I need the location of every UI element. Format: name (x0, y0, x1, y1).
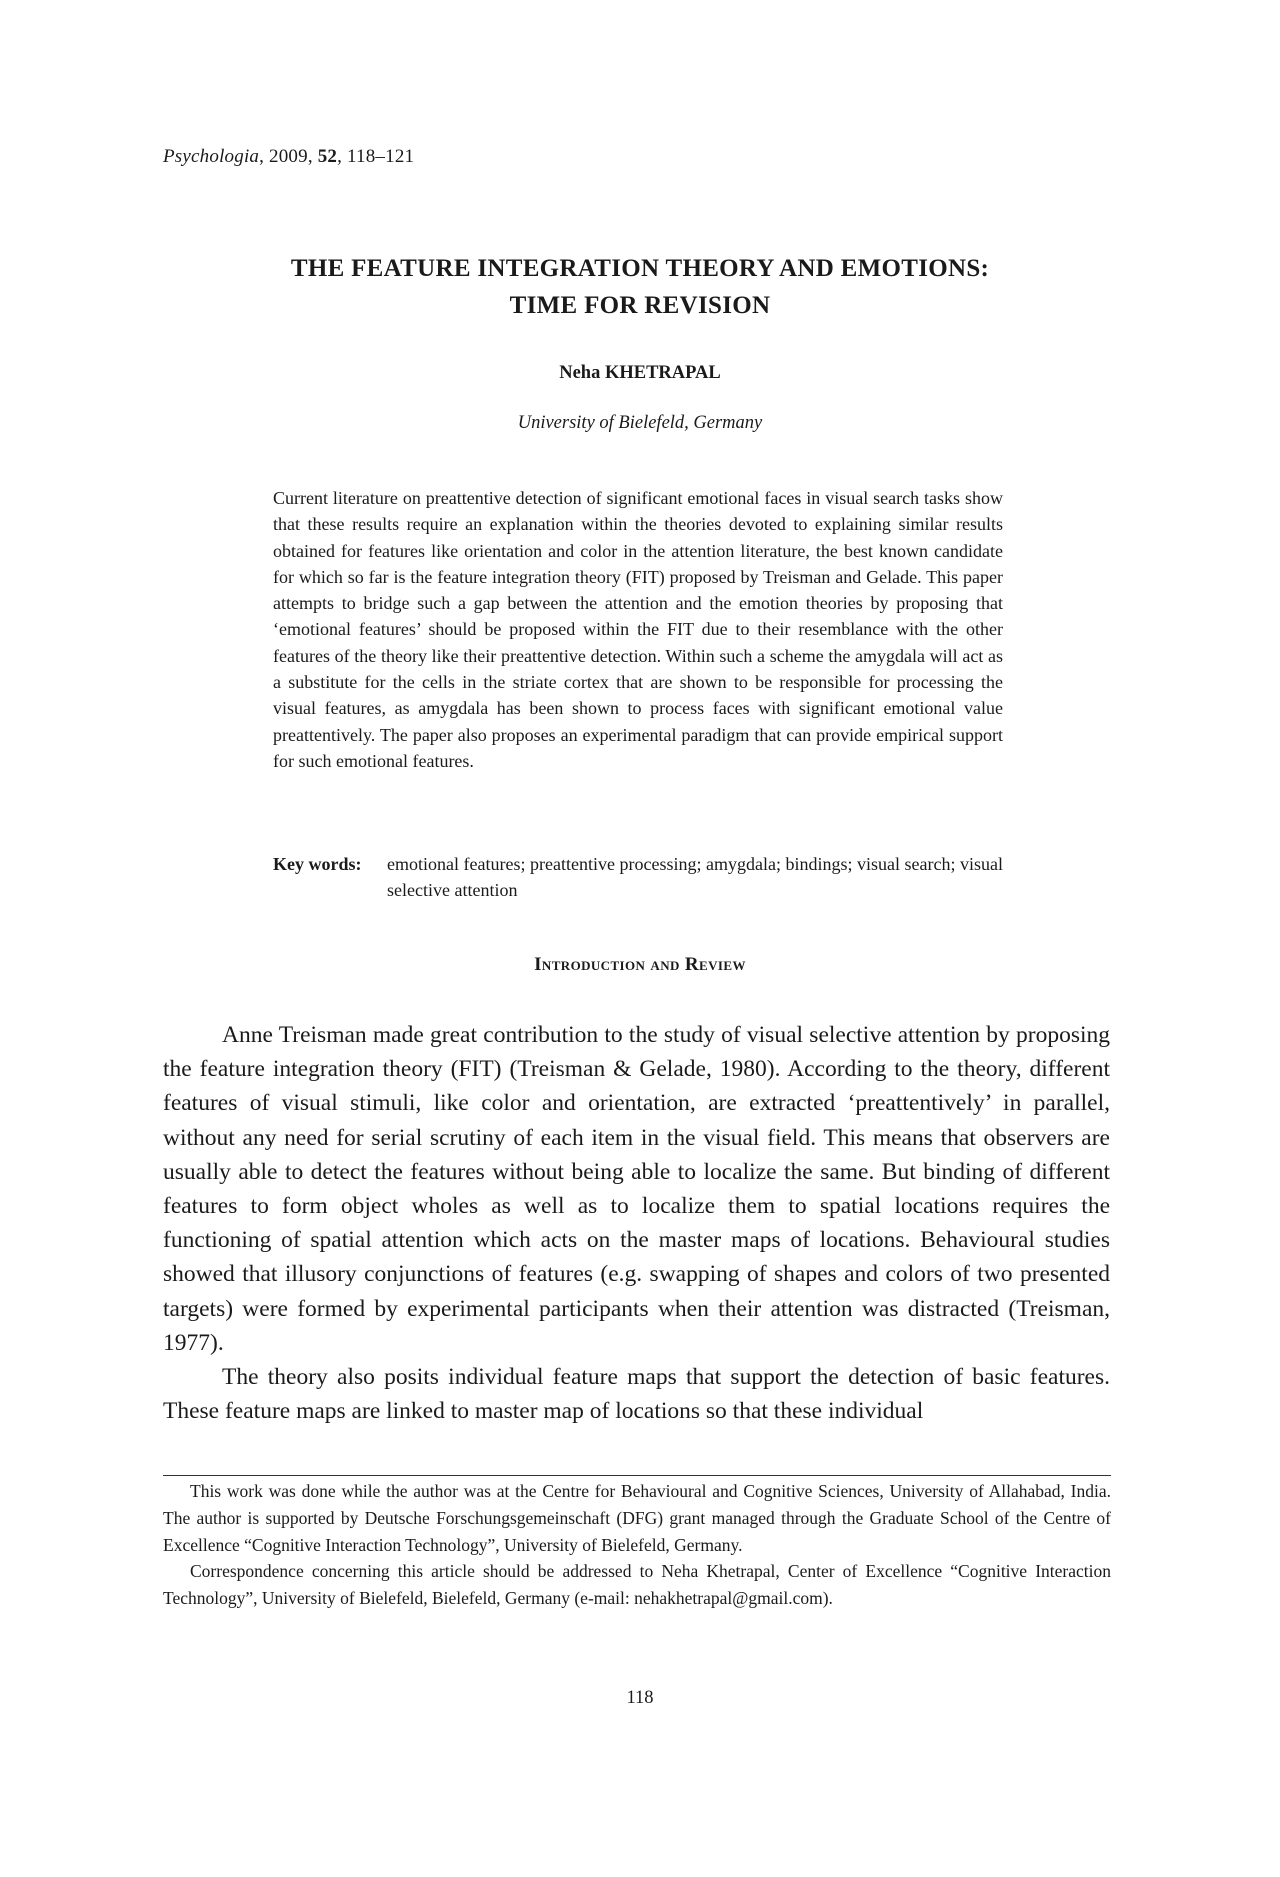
footnote-funding: This work was done while the author was at the Centre for Behavioural and Cognitive Sciences, University of Allahabad, India. The author is supported by Deutsche Forschungsgemeinschaft (DFG) grant managed through the Graduate School of the Centre of Excellence “Cognitive Interaction Technology”, University of Bielefeld, Germany. (163, 1481, 1111, 1555)
footnote-correspondence: Correspondence concerning this article should be addressed to Neha Khetrapal, Center of Excellence “Cognitive Interaction Technology”, University of Bielefeld, Bielefeld, Germany (e-mail: nehakhetrapal@gmail.com). (163, 1561, 1111, 1609)
page-number: 118 (626, 1688, 654, 1708)
journal-pages: , 118–121 (337, 146, 415, 167)
journal-volume: 52 (317, 146, 338, 167)
body-text (163, 1018, 1110, 1428)
title-line-1: THE FEATURE INTEGRATION THEORY AND EMOTIONS: (290, 255, 990, 282)
keywords (273, 851, 1003, 903)
title-line-2: TIME FOR REVISION (509, 292, 771, 319)
keywords-label: Key words: (273, 854, 362, 874)
journal-year: , 2009, (259, 146, 318, 167)
body-paragraph: Anne Treisman made great contribution to the study of visual selective attention by proposing the feature integration theory (FIT) (Treisman & Gelade, 1980). According to the theory, different features of visual stimuli, like color and orientation, are extracted ‘preattentively’ in parallel, without any need for serial scrutiny of each item in the visual field. This means that observers are usually able to detect the features without being able to localize the same. But binding of different features to form object wholes as well as to localize them to spatial locations requires the functioning of spatial attention which acts on the master maps of locations. Behavioural studies showed that illusory conjunctions of features (e.g. swapping of shapes and colors of two presented targets) were formed by experimental participants when their attention was distracted (Treisman, 1977). (163, 1022, 1110, 1356)
section-heading: Introduction and Review (534, 954, 746, 975)
footnotes (163, 1478, 1111, 1612)
article-title (163, 250, 1117, 324)
keywords-text: emotional features; preattentive processing; amygdala; bindings; visual search; visual selective attention (387, 854, 1003, 900)
author-affiliation: University of Bielefeld, Germany (517, 413, 763, 433)
author-name: Neha KHETRAPAL (559, 363, 721, 383)
abstract: Current literature on preattentive detection of significant emotional faces in visual search tasks show that these results require an explanation within the theories devoted to explaining similar results obtained for features like orientation and color in the attention literature, the best known candidate for which so far is the feature integration theory (FIT) proposed by Treisman and Gelade. This paper attempts to bridge such a gap between the attention and the emotion theories by proposing that ‘emotional features’ should be proposed within the FIT due to their resemblance with the other features of the theory like their preattentive detection. Within such a scheme the amygdala will act as a substitute for the cells in the striate cortex that are shown to be responsible for processing the visual features, as amygdala has been shown to process faces with significant emotional value preattentively. The paper also proposes an experimental paradigm that can provide empirical support for such emotional features. (273, 488, 1003, 771)
body-paragraph: The theory also posits individual feature maps that support the detection of basic features. These feature maps are linked to master map of locations so that these individual (163, 1364, 1110, 1425)
footnote-divider (163, 1475, 1111, 1476)
running-head (163, 146, 414, 168)
journal-name: Psychologia (163, 146, 260, 167)
